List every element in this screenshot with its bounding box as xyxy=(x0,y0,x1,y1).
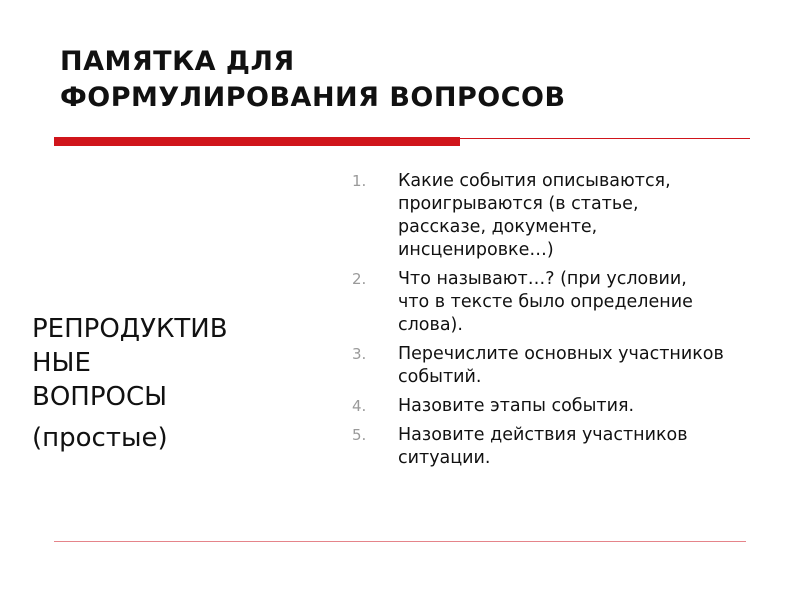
list-item-line: слова). xyxy=(398,315,463,335)
list-item-line: Назовите действия участников xyxy=(398,425,688,445)
slide-title xyxy=(60,44,760,116)
question-type-heading xyxy=(32,312,332,455)
list-item xyxy=(352,343,782,389)
list-item xyxy=(352,268,782,337)
list-item-number: 3. xyxy=(352,345,367,363)
list-item-line: событий. xyxy=(398,367,482,387)
list-item-number: 1. xyxy=(352,172,367,190)
list-item-text xyxy=(398,268,782,337)
question-type-subtitle: (простые) xyxy=(32,423,168,453)
list-item-line: ситуации. xyxy=(398,448,491,468)
bottom-divider xyxy=(54,541,746,542)
question-type-line-2: НЫЕ xyxy=(32,348,91,378)
slide-title-line-2: ФОРМУЛИРОВАНИЯ ВОПРОСОВ xyxy=(60,82,566,113)
list-item xyxy=(352,424,782,470)
list-item-line: что в тексте было определение xyxy=(398,292,693,312)
question-type-line-1: РЕПРОДУКТИВ xyxy=(32,314,228,344)
title-underline-thin xyxy=(460,138,750,139)
list-item-text xyxy=(398,343,782,389)
list-item-line: Какие события описываются, xyxy=(398,171,671,191)
list-item-line: проигрываются (в статье, xyxy=(398,194,639,214)
list-item xyxy=(352,170,782,262)
question-list xyxy=(352,170,782,476)
slide-title-line-1: ПАМЯТКА ДЛЯ xyxy=(60,46,295,77)
list-item-line: рассказе, документе, xyxy=(398,217,598,237)
list-item-text xyxy=(398,170,782,262)
list-item-number: 4. xyxy=(352,397,367,415)
question-type-line-3: ВОПРОСЫ xyxy=(32,382,168,412)
list-item-line: Что называют…? (при условии, xyxy=(398,269,687,289)
title-underline-thick xyxy=(54,137,460,146)
list-item-text xyxy=(398,395,782,418)
list-item-line: Перечислите основных участников xyxy=(398,344,724,364)
list-item-number: 2. xyxy=(352,270,367,288)
list-item xyxy=(352,395,782,418)
list-item-line: Назовите этапы события. xyxy=(398,396,635,416)
list-item-text xyxy=(398,424,782,470)
list-item-line: инсценировке…) xyxy=(398,240,554,260)
list-item-number: 5. xyxy=(352,426,367,444)
